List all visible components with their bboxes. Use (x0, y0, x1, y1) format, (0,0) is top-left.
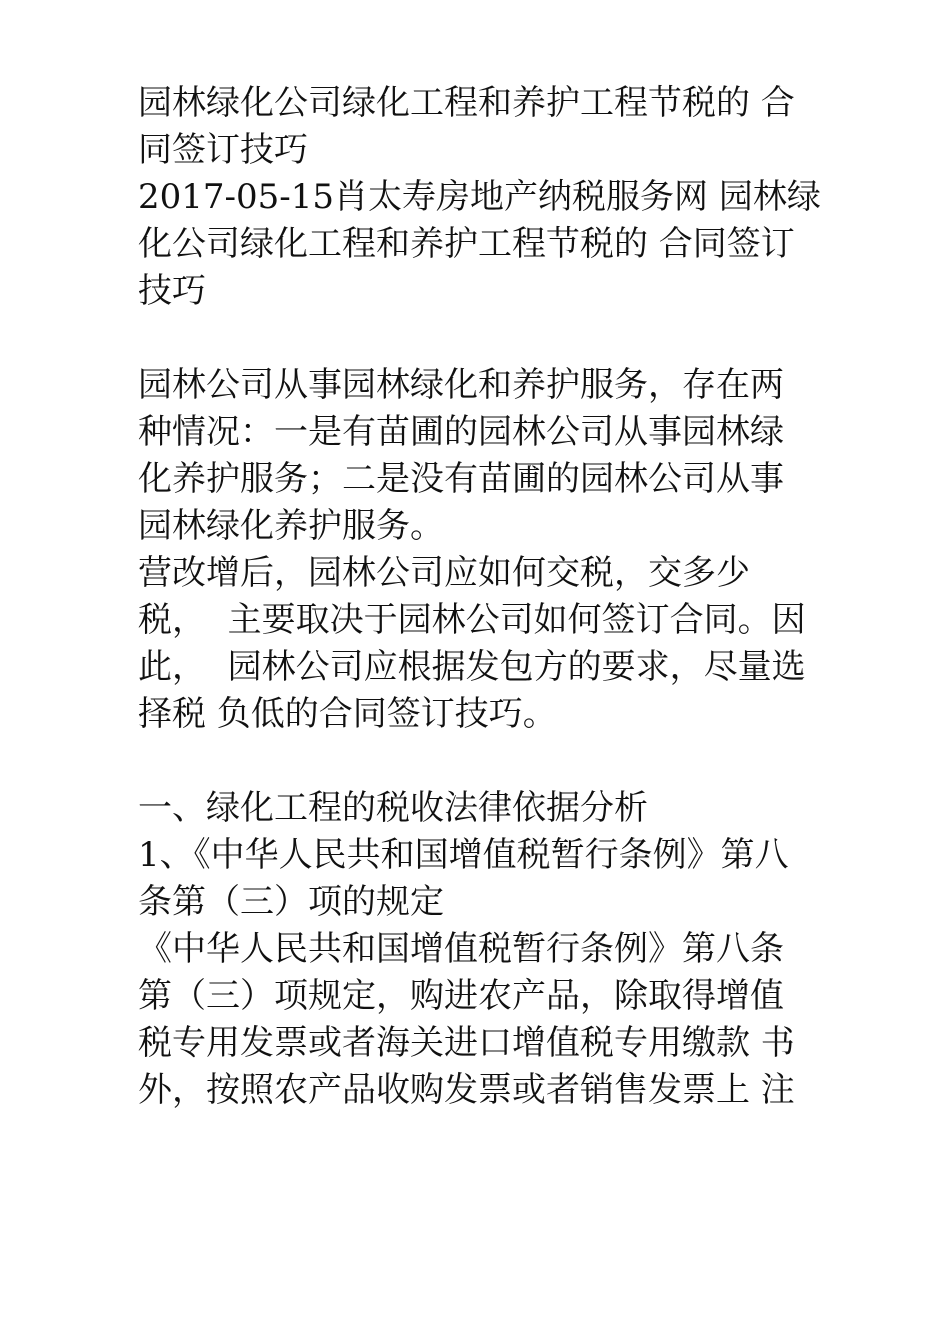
meta-line: 技巧 (138, 271, 206, 311)
paragraph-line: 税， 主要取决于园林公司如何签订合同。因 (138, 600, 806, 640)
item-line: 1、《中华人民共和国增值税暂行条例》第八 (138, 835, 789, 875)
title-line: 同签订技巧 (138, 130, 308, 170)
section-heading: 一、绿化工程的税收法律依据分析 (138, 788, 648, 828)
list-item-heading (138, 832, 838, 926)
paragraph-line: 营改增后，园林公司应如何交税，交多少 (138, 553, 750, 593)
item-line: 条第（三）项的规定 (138, 882, 444, 922)
third-paragraph (138, 926, 838, 1114)
meta-line: 化公司绿化工程和养护工程节税的 合同签订 (138, 224, 795, 264)
paragraph-line: 第（三）项规定，购进农产品，除取得增值 (138, 976, 784, 1016)
paragraph-line: 税专用发票或者海关进口增值税专用缴款 书 (138, 1023, 795, 1063)
blank-line (138, 738, 838, 785)
paragraph-line: 择税 负低的合同签订技巧。 (138, 694, 557, 734)
intro-paragraph (138, 362, 838, 550)
meta-line: 2017-05-15肖太寿房地产纳税服务网 园林绿 (138, 177, 821, 217)
paragraph-line: 外，按照农产品收购发票或者销售发票上 注 (138, 1070, 795, 1110)
second-paragraph (138, 550, 838, 738)
document-body (138, 80, 838, 1114)
document-meta (138, 174, 838, 315)
blank-line (138, 315, 838, 362)
paragraph-line: 化养护服务；二是没有苗圃的园林公司从事 (138, 459, 784, 499)
paragraph-line: 《中华人民共和国增值税暂行条例》第八条 (138, 929, 784, 969)
paragraph-line: 种情况：一是有苗圃的园林公司从事园林绿 (138, 412, 784, 452)
title-line: 园林绿化公司绿化工程和养护工程节税的 合 (138, 83, 795, 123)
paragraph-line: 此， 园林公司应根据发包方的要求，尽量选 (138, 647, 806, 687)
paragraph-line: 园林绿化养护服务。 (138, 506, 444, 546)
paragraph-line: 园林公司从事园林绿化和养护服务，存在两 (138, 365, 784, 405)
document-title (138, 80, 838, 174)
